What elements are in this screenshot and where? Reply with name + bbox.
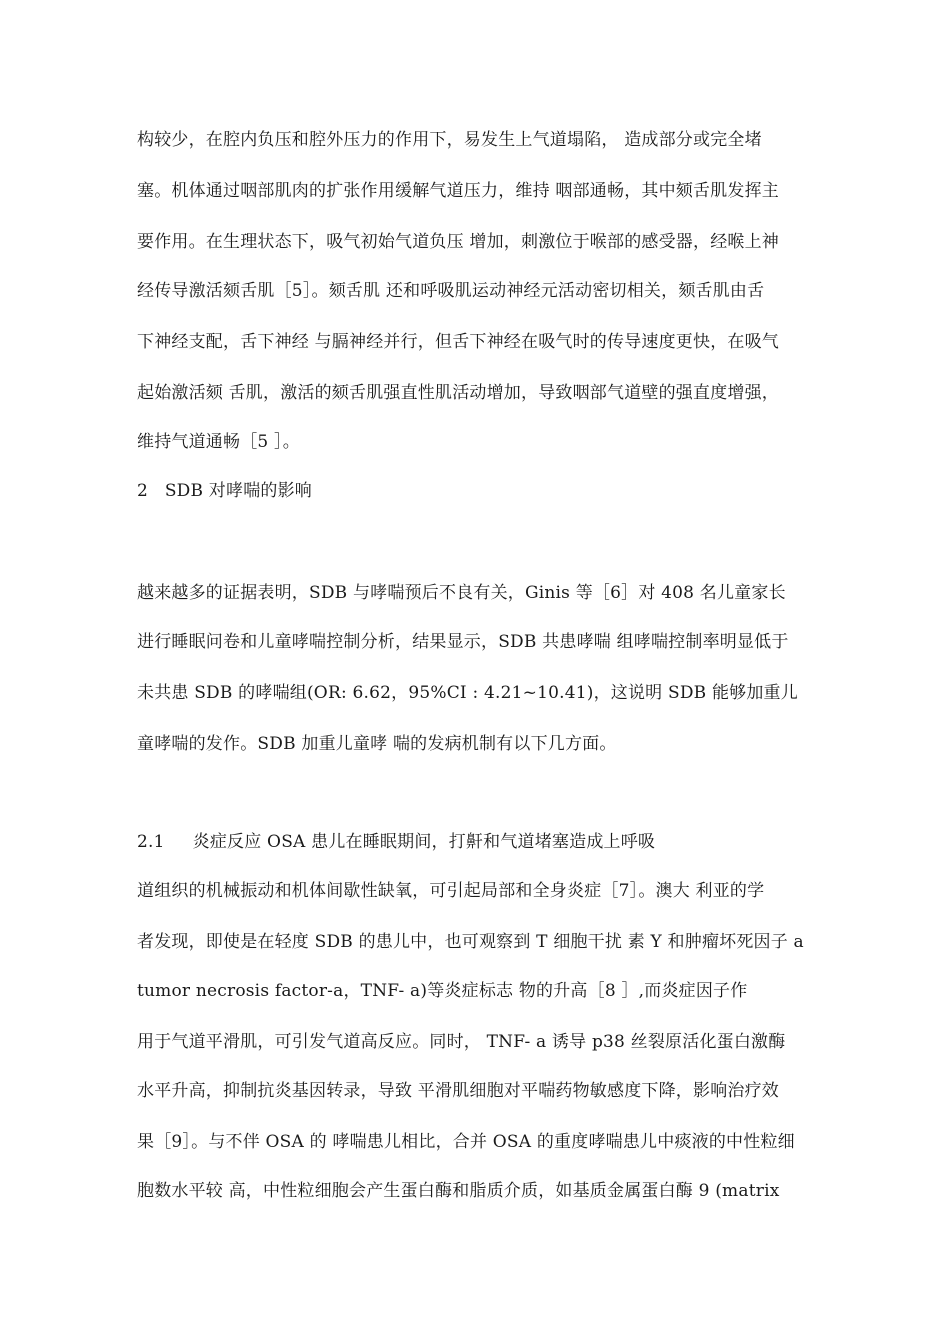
text-line: 起始激活颏 舌肌，激活的颏舌肌强直性肌活动增加，导致咽部气道壁的强直度增强， — [137, 383, 780, 403]
text-line: 果［9］。与不伴 OSA 的 哮喘患儿相比，合并 OSA 的重度哮喘患儿中痰液的中性粒细 — [137, 1132, 795, 1152]
text-line: 经传导激活颏舌肌［5］。颏舌肌 还和呼吸肌运动神经元活动密切相关，颏舌肌由舌 — [137, 281, 765, 301]
text-line: 进行睡眠问卷和儿童哮喘控制分析，结果显示，SDB 共患哮喘 组哮喘控制率明显低于 — [137, 632, 789, 652]
text-line: tumor necrosis factor-a，TNF- a)等炎症标志 物的升高［8 ］,而炎症因子作 — [137, 981, 748, 1001]
section-heading-2-1: 2.1 炎症反应 OSA 患儿在睡眠期间，打鼾和气道堵塞造成上呼吸 — [137, 832, 656, 852]
text-line: 下神经支配，舌下神经 与膈神经并行，但舌下神经在吸气时的传导速度更快，在吸气 — [137, 332, 780, 352]
section-heading-2: 2 SDB 对哮喘的影响 — [137, 481, 312, 501]
text-line: 越来越多的证据表明，SDB 与哮喘预后不良有关，Ginis 等［6］对 408 名儿童家长 — [137, 583, 786, 603]
text-line: 水平升高，抑制抗炎基因转录，导致 平滑肌细胞对平喘药物敏感度下降，影响治疗效 — [137, 1081, 780, 1101]
text-line: 未共患 SDB 的哮喘组(OR: 6.62，95%CI : 4.21~10.41)，这说明 SDB 能够加重儿 — [137, 683, 798, 703]
text-line: 要作用。在生理状态下，吸气初始气道负压 增加，刺激位于喉部的感受器，经喉上神 — [137, 232, 780, 252]
text-line: 童哮喘的发作。SDB 加重儿童哮 喘的发病机制有以下几方面。 — [137, 734, 617, 754]
text-line: 用于气道平滑肌，可引发气道高反应。同时， TNF- a 诱导 p38 丝裂原活化蛋白激酶 — [137, 1032, 786, 1052]
text-line: 维持气道通畅［5 ］。 — [137, 432, 300, 452]
text-line: 者发现，即使是在轻度 SDB 的患儿中，也可观察到 T 细胞干扰 素 Y 和肿瘤坏死因子 a — [137, 932, 804, 952]
text-line: 构较少，在腔内负压和腔外压力的作用下，易发生上气道塌陷， 造成部分或完全堵 — [137, 130, 762, 150]
text-line: 道组织的机械振动和机体间歇性缺氧，可引起局部和全身炎症［7］。澳大 利亚的学 — [137, 881, 765, 901]
text-line: 塞。机体通过咽部肌肉的扩张作用缓解气道压力，维持 咽部通畅，其中颏舌肌发挥主 — [137, 181, 780, 201]
text-line: 胞数水平较 高，中性粒细胞会产生蛋白酶和脂质介质，如基质金属蛋白酶 9 (matrix — [137, 1181, 780, 1201]
